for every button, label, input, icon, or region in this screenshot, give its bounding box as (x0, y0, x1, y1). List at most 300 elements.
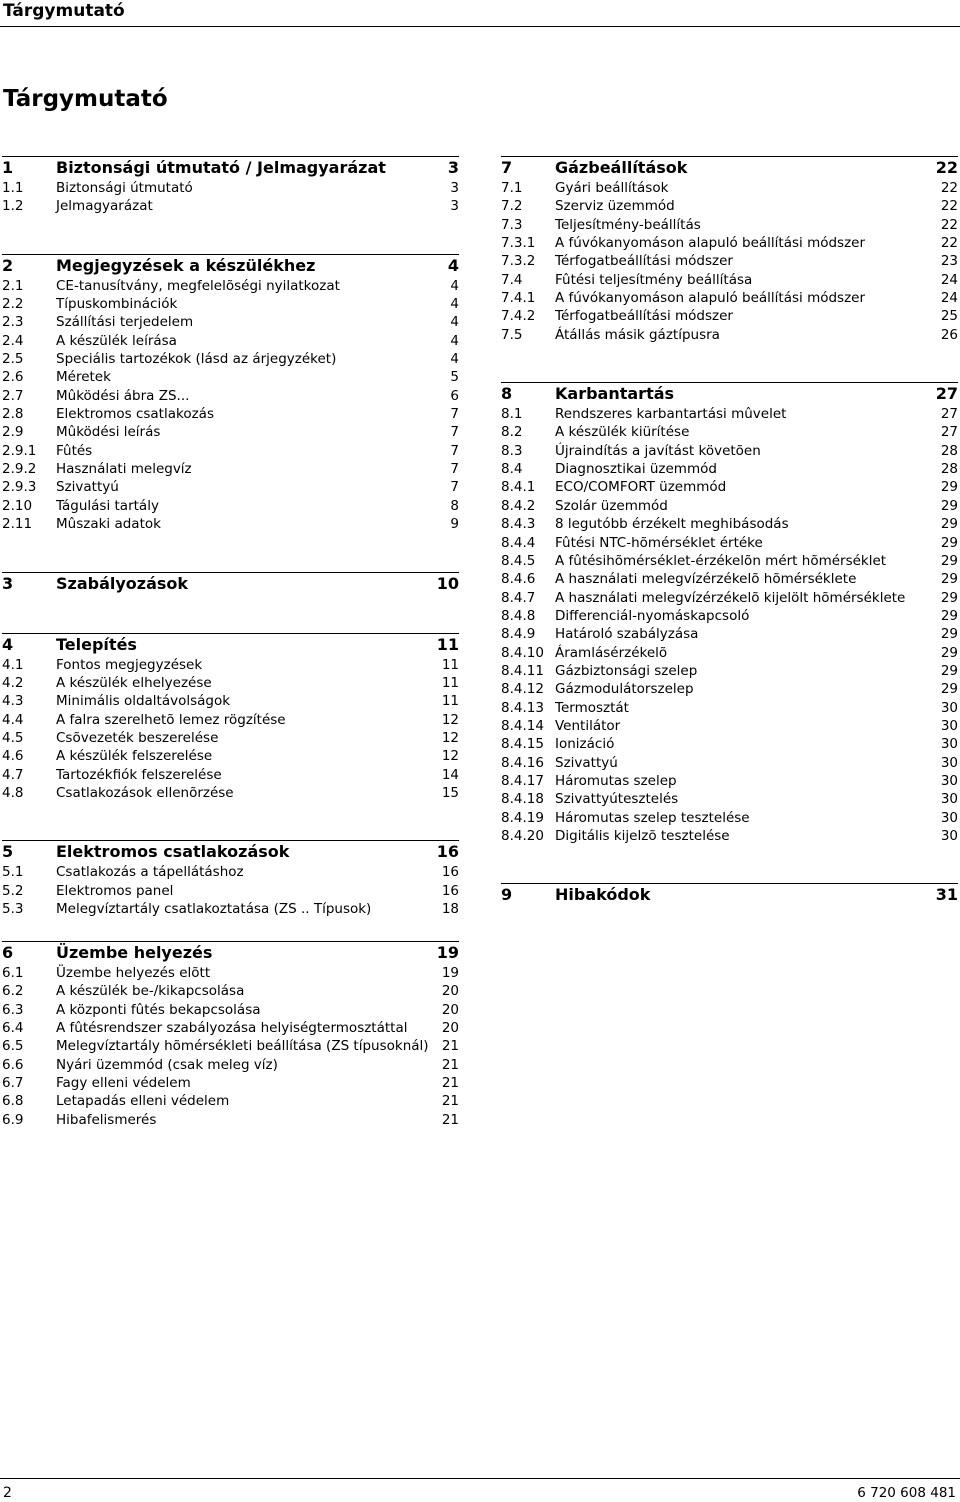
toc-label: Minimális oldaltávolságok (56, 693, 231, 710)
toc-page: 4 (450, 296, 459, 313)
toc-page: 30 (940, 754, 958, 771)
toc-label: Csatlakozások ellenõrzése (56, 784, 234, 801)
toc-num: 8.3 (501, 442, 523, 459)
toc-num: 8.4.9 (501, 626, 536, 643)
toc-page: 20 (441, 1001, 459, 1018)
toc-entry-row[interactable] (501, 735, 958, 753)
toc-entry-row[interactable] (2, 674, 459, 692)
toc-label: Mûszaki adatok (56, 516, 161, 533)
toc-label: A használati melegvízérzékelõ hõmérséklete (555, 571, 857, 588)
toc-entry-row[interactable] (2, 692, 459, 710)
page-title: Tárgymutató (3, 86, 168, 112)
toc-entry-row[interactable] (2, 1092, 459, 1110)
toc-entry-row[interactable] (501, 423, 958, 441)
toc-entry-row[interactable] (501, 515, 958, 533)
toc-label: A falra szerelhetõ lemez rögzítése (56, 711, 286, 728)
toc-label: Szivattyú (555, 754, 618, 771)
toc-num: 5 (2, 842, 14, 862)
toc-page: 29 (940, 644, 958, 661)
toc-num: 8.4.12 (501, 681, 544, 698)
toc-label: A fúvókanyomáson alapuló beállítási módszer (555, 235, 866, 252)
toc-label: A központi fûtés bekapcsolása (56, 1001, 261, 1018)
toc-entry-row[interactable] (501, 625, 958, 643)
toc-num: 7.1 (501, 180, 523, 196)
toc-page: 22 (935, 158, 958, 177)
toc-label: Térfogatbeállítási módszer (555, 253, 733, 270)
toc-num: 8.4.2 (501, 497, 536, 514)
toc-page: 12 (441, 748, 459, 765)
toc-page: 26 (940, 326, 958, 343)
toc-num: 2.9.3 (2, 479, 37, 496)
toc-label: Háromutas szelep (555, 772, 677, 789)
toc-label: A fûtésihõmérséklet-érzékelõn mért hõmérséklet (555, 552, 887, 569)
toc-num: 8.2 (501, 424, 523, 441)
toc-label: Áramlásérzékelõ (555, 644, 668, 661)
toc-page: 30 (940, 828, 958, 844)
toc-entry-row[interactable] (2, 368, 459, 386)
toc-page: 12 (441, 711, 459, 728)
toc-num: 1.1 (2, 180, 24, 196)
toc-num: 2.10 (2, 497, 33, 514)
toc-label: Határoló szabályzása (555, 626, 699, 643)
toc-label: Melegvíztartály csatlakoztatása (ZS .. Típusok) (56, 900, 372, 917)
toc-page: 29 (940, 589, 958, 606)
toc-chapter-row[interactable] (501, 884, 958, 906)
toc-page: 16 (436, 842, 459, 862)
toc-entry-row[interactable] (501, 179, 958, 197)
toc-page: 12 (441, 729, 459, 746)
toc-num: 2.3 (2, 314, 24, 331)
toc-label: Fûtési NTC-hõmérséklet értéke (555, 534, 763, 551)
toc-num: 7.4 (501, 271, 523, 288)
page-header (0, 0, 960, 27)
toc-num: 2.5 (2, 351, 24, 368)
toc-num: 7.3.2 (501, 253, 536, 270)
toc-entry-row[interactable] (2, 747, 459, 765)
toc-entry-row[interactable] (501, 680, 958, 698)
toc-page: 5 (450, 369, 459, 386)
toc-label: Biztonsági útmutató / Jelmagyarázat (56, 158, 386, 177)
toc-page: 15 (441, 784, 459, 801)
section-spacer (2, 802, 459, 840)
toc-num: 5.3 (2, 900, 24, 917)
toc-label: A fûtésrendszer szabályozása helyiségtermosztáttal (56, 1020, 408, 1037)
toc-num: 8.4.15 (501, 736, 544, 753)
toc-chapter-row[interactable] (2, 255, 459, 277)
toc-page: 22 (940, 235, 958, 252)
toc-num: 6.6 (2, 1056, 24, 1073)
toc-page: 6 (450, 387, 459, 404)
toc-label: Üzembe helyezés (56, 943, 213, 962)
toc-num: 6.1 (2, 965, 24, 981)
toc-num: 8.4.11 (501, 662, 544, 679)
toc-label: Jelmagyarázat (56, 198, 153, 215)
toc-num: 9 (501, 885, 513, 905)
toc-label: Mûködési leírás (56, 424, 161, 441)
toc-num: 6.2 (2, 983, 24, 1000)
toc-entry-row[interactable] (501, 827, 958, 845)
toc-page: 22 (940, 198, 958, 215)
header-title: Tárgymutató (3, 1, 125, 21)
toc-label: 8 legutóbb érzékelt meghibásodás (555, 516, 789, 533)
toc-chapter-row[interactable] (501, 157, 958, 179)
toc-entry-row[interactable] (501, 252, 958, 270)
toc-label: Termosztát (555, 699, 629, 716)
toc-chapter-row[interactable] (2, 942, 459, 964)
section-spacer (2, 534, 459, 572)
toc-label: Gázbeállítások (555, 158, 688, 177)
section-spacer (501, 845, 958, 883)
toc-entry-row[interactable] (501, 234, 958, 252)
toc-entry-row[interactable] (2, 515, 459, 533)
toc-page: 21 (441, 1075, 459, 1092)
toc-page: 19 (436, 943, 459, 962)
toc-entry-row[interactable] (501, 790, 958, 808)
toc-entry-row[interactable] (2, 900, 459, 918)
toc-entry-row[interactable] (2, 497, 459, 515)
toc-entry-row[interactable] (2, 332, 459, 350)
toc-page: 31 (935, 885, 958, 905)
toc-page: 29 (940, 626, 958, 643)
toc-label: A készülék kiürítése (555, 424, 690, 441)
toc-entry-row[interactable] (501, 662, 958, 680)
toc-num: 5.1 (2, 864, 24, 881)
footer-divider (0, 1478, 960, 1479)
toc-num: 8.4.17 (501, 772, 544, 789)
toc-num: 2.9.1 (2, 442, 37, 459)
toc-num: 7 (501, 158, 513, 177)
toc-label: Gázmodulátorszelep (555, 681, 694, 698)
toc-entry-row[interactable] (501, 478, 958, 496)
toc-entry-row[interactable] (501, 809, 958, 827)
toc-page: 21 (441, 1111, 459, 1128)
toc-page: 11 (441, 674, 459, 691)
toc-label: Ionizáció (555, 736, 615, 753)
toc-page: 28 (940, 461, 958, 478)
toc-entry-row[interactable] (501, 772, 958, 790)
toc-page: 22 (940, 180, 958, 196)
toc-label: Térfogatbeállítási módszer (555, 308, 733, 325)
toc-num: 4.5 (2, 729, 24, 746)
footer-page-number: 2 (3, 1485, 12, 1501)
toc-page: 27 (940, 424, 958, 441)
toc-label: Elektromos panel (56, 882, 174, 899)
toc-num: 8.1 (501, 406, 523, 423)
toc-entry-row[interactable] (501, 216, 958, 234)
toc-num: 8.4.3 (501, 516, 536, 533)
toc-entry-row[interactable] (501, 497, 958, 515)
toc-page: 30 (940, 717, 958, 734)
toc-entry-row[interactable] (2, 863, 459, 881)
toc-entry-row[interactable] (2, 350, 459, 368)
toc-num: 4.3 (2, 693, 24, 710)
toc-label: Digitális kijelzõ tesztelése (555, 828, 730, 844)
toc-num: 8 (501, 384, 513, 404)
toc-num: 8.4 (501, 461, 523, 478)
toc-label: A készülék felszerelése (56, 748, 213, 765)
toc-num: 8.4.16 (501, 754, 544, 771)
toc-num: 8.4.1 (501, 479, 536, 496)
toc-num: 4.1 (2, 656, 24, 673)
toc-label: Letapadás elleni védelem (56, 1093, 230, 1110)
toc-chapter-row[interactable] (2, 841, 459, 863)
toc-entry-row[interactable] (501, 460, 958, 478)
toc-num: 2.1 (2, 277, 24, 294)
toc-num: 8.4.19 (501, 809, 544, 826)
toc-num: 6 (2, 943, 14, 962)
toc-num: 2.11 (2, 516, 33, 533)
toc-label: Csõvezeték beszerelése (56, 729, 219, 746)
toc-entry-row[interactable] (501, 589, 958, 607)
toc-num: 7.4.1 (501, 290, 536, 307)
toc-num: 8.4.7 (501, 589, 536, 606)
toc-page: 27 (940, 406, 958, 423)
toc-entry-row[interactable] (501, 534, 958, 552)
toc-num: 4.4 (2, 711, 24, 728)
toc-label: Hibafelismerés (56, 1111, 157, 1128)
toc-chapter-row[interactable] (2, 573, 459, 595)
toc-entry-row[interactable] (501, 717, 958, 735)
toc-entry-row[interactable] (501, 570, 958, 588)
toc-label: Karbantartás (555, 384, 675, 404)
toc-page: 3 (447, 158, 459, 177)
toc-num: 8.4.5 (501, 552, 536, 569)
toc-entry-row[interactable] (501, 405, 958, 423)
toc-label: Gázbiztonsági szelep (555, 662, 698, 679)
toc-num: 4.8 (2, 784, 24, 801)
toc-page: 3 (450, 198, 459, 215)
toc-label: Újraindítás a javítást követõen (555, 442, 761, 459)
toc-entry-row[interactable] (2, 982, 459, 1000)
toc-entry-row[interactable] (2, 478, 459, 496)
toc-label: Teljesítmény-beállítás (555, 216, 701, 233)
toc-label: Szolár üzemmód (555, 497, 668, 514)
toc-column-left (2, 156, 459, 918)
toc-entry-row[interactable] (2, 179, 459, 197)
toc-label: Üzembe helyezés elõtt (56, 965, 211, 981)
toc-label: Mûködési ábra ZS... (56, 387, 190, 404)
toc-label: A használati melegvízérzékelõ kijelölt hõmérséklete (555, 589, 906, 606)
toc-page: 16 (441, 882, 459, 899)
toc-label: Gyári beállítások (555, 180, 669, 196)
toc-chapter-row[interactable] (501, 383, 958, 405)
toc-entry-row[interactable] (2, 405, 459, 423)
toc-num: 8.4.6 (501, 571, 536, 588)
toc-num: 8.4.14 (501, 717, 544, 734)
toc-num: 6.9 (2, 1111, 24, 1128)
toc-entry-row[interactable] (2, 784, 459, 802)
toc-entry-row[interactable] (2, 711, 459, 729)
toc-entry-row[interactable] (2, 766, 459, 784)
toc-num: 8.4.4 (501, 534, 536, 551)
toc-num: 6.8 (2, 1093, 24, 1110)
toc-page: 25 (940, 308, 958, 325)
toc-entry-row[interactable] (501, 442, 958, 460)
toc-label: Differenciál-nyomáskapcsoló (555, 607, 750, 624)
toc-label: Elektromos csatlakozás (56, 406, 214, 423)
toc-entry-row[interactable] (2, 1074, 459, 1092)
toc-entry-row[interactable] (2, 387, 459, 405)
toc-label: Biztonsági útmutató (56, 180, 193, 196)
toc-page: 29 (940, 681, 958, 698)
toc-label: Tágulási tartály (56, 497, 159, 514)
toc-entry-row[interactable] (2, 197, 459, 215)
toc-label: Szivattyútesztelés (555, 791, 679, 808)
toc-page: 29 (940, 571, 958, 588)
toc-num: 4 (2, 634, 14, 654)
toc-page: 18 (441, 900, 459, 917)
toc-page: 23 (940, 253, 958, 270)
toc-page: 7 (450, 479, 459, 496)
toc-entry-row[interactable] (2, 1019, 459, 1037)
toc-label: Szerviz üzemmód (555, 198, 675, 215)
toc-label: Fontos megjegyzések (56, 656, 203, 673)
toc-entry-row[interactable] (2, 882, 459, 900)
toc-entry-row[interactable] (501, 326, 958, 344)
footer-doc-code: 6 720 608 481 (857, 1485, 956, 1501)
toc-label: Használati melegvíz (56, 461, 192, 478)
toc-column-bottom (2, 941, 459, 1129)
toc-num: 8.4.18 (501, 791, 544, 808)
toc-page: 11 (441, 693, 459, 710)
toc-entry-row[interactable] (501, 289, 958, 307)
toc-num: 8.4.8 (501, 607, 536, 624)
toc-page: 7 (450, 424, 459, 441)
toc-page: 24 (940, 271, 958, 288)
toc-num: 5.2 (2, 882, 24, 899)
toc-num: 1 (2, 158, 14, 177)
toc-num: 3 (2, 573, 14, 593)
toc-entry-row[interactable] (2, 1037, 459, 1055)
toc-label: A készülék leírása (56, 332, 177, 349)
toc-num: 2 (2, 255, 14, 275)
toc-entry-row[interactable] (2, 656, 459, 674)
toc-label: Diagnosztikai üzemmód (555, 461, 717, 478)
toc-label: Hibakódok (555, 885, 651, 905)
toc-entry-row[interactable] (2, 313, 459, 331)
toc-num: 2.9 (2, 424, 24, 441)
toc-entry-row[interactable] (501, 307, 958, 325)
toc-page: 7 (450, 406, 459, 423)
toc-entry-row[interactable] (2, 442, 459, 460)
toc-label: Szállítási terjedelem (56, 314, 194, 331)
toc-page: 8 (450, 497, 459, 514)
toc-entry-row[interactable] (501, 607, 958, 625)
toc-entry-row[interactable] (2, 1056, 459, 1074)
section-spacer (2, 595, 459, 633)
toc-label: Típuskombinációk (56, 296, 178, 313)
toc-page: 19 (441, 965, 459, 981)
toc-num: 2.4 (2, 332, 24, 349)
toc-page: 29 (940, 552, 958, 569)
toc-entry-row[interactable] (2, 729, 459, 747)
toc-page: 11 (441, 656, 459, 673)
toc-page: 9 (450, 516, 459, 533)
toc-page: 20 (441, 983, 459, 1000)
toc-page: 30 (940, 736, 958, 753)
toc-num: 8.4.13 (501, 699, 544, 716)
toc-label: Tartozékfiók felszerelése (56, 766, 222, 783)
section-spacer (501, 344, 958, 382)
toc-label: Szivattyú (56, 479, 119, 496)
toc-num: 2.7 (2, 387, 24, 404)
toc-label: Ventilátor (555, 717, 621, 734)
toc-entry-row[interactable] (501, 699, 958, 717)
toc-entry-row[interactable] (501, 271, 958, 289)
toc-label: Speciális tartozékok (lásd az árjegyzéket) (56, 351, 337, 368)
toc-num: 7.3 (501, 216, 523, 233)
toc-label: A készülék elhelyezése (56, 674, 212, 691)
toc-page: 11 (436, 634, 459, 654)
toc-entry-row[interactable] (2, 1111, 459, 1129)
toc-label: Méretek (56, 369, 111, 386)
toc-entry-row[interactable] (2, 423, 459, 441)
toc-page: 4 (450, 351, 459, 368)
toc-label: CE-tanusítvány, megfelelõségi nyilatkozat (56, 277, 340, 294)
toc-entry-row[interactable] (2, 460, 459, 478)
toc-entry-row[interactable] (501, 552, 958, 570)
toc-num: 6.3 (2, 1001, 24, 1018)
toc-label: Telepítés (56, 634, 137, 654)
toc-label: Háromutas szelep tesztelése (555, 809, 750, 826)
toc-page: 29 (940, 497, 958, 514)
toc-num: 2.6 (2, 369, 24, 386)
toc-entry-row[interactable] (501, 197, 958, 215)
toc-label: Fûtési teljesítmény beállítása (555, 271, 753, 288)
toc-num: 7.5 (501, 326, 523, 343)
toc-num: 6.5 (2, 1038, 24, 1055)
toc-page: 4 (450, 314, 459, 331)
toc-num: 6.4 (2, 1020, 24, 1037)
toc-page: 29 (940, 607, 958, 624)
toc-label: Elektromos csatlakozások (56, 842, 290, 862)
toc-page: 24 (940, 290, 958, 307)
toc-num: 7.3.1 (501, 235, 536, 252)
toc-num: 7.2 (501, 198, 523, 215)
toc-entry-row[interactable] (2, 964, 459, 982)
toc-entry-row[interactable] (2, 277, 459, 295)
toc-num: 4.7 (2, 766, 24, 783)
toc-page: 30 (940, 791, 958, 808)
toc-page: 28 (940, 442, 958, 459)
toc-num: 8.4.20 (501, 828, 544, 844)
toc-entry-row[interactable] (2, 295, 459, 313)
toc-label: Csatlakozás a tápellátáshoz (56, 864, 244, 881)
toc-num: 2.2 (2, 296, 24, 313)
toc-num: 7.4.2 (501, 308, 536, 325)
toc-chapter-row[interactable] (2, 157, 459, 179)
toc-column-right (501, 156, 958, 906)
toc-label: Melegvíztartály hõmérsékleti beállítása (ZS típusoknál) (56, 1038, 429, 1055)
toc-page: 22 (940, 216, 958, 233)
toc-entry-row[interactable] (501, 644, 958, 662)
toc-page: 7 (450, 461, 459, 478)
toc-label: A készülék be-/kikapcsolása (56, 983, 245, 1000)
toc-page: 4 (450, 332, 459, 349)
toc-num: 4.2 (2, 674, 24, 691)
toc-label: Nyári üzemmód (csak meleg víz) (56, 1056, 278, 1073)
toc-label: Fûtés (56, 442, 93, 459)
toc-page: 14 (441, 766, 459, 783)
toc-chapter-row[interactable] (2, 634, 459, 656)
toc-page: 7 (450, 442, 459, 459)
toc-entry-row[interactable] (501, 754, 958, 772)
toc-page: 3 (450, 180, 459, 196)
toc-page: 27 (935, 384, 958, 404)
toc-entry-row[interactable] (2, 1001, 459, 1019)
toc-page: 29 (940, 516, 958, 533)
toc-page: 16 (441, 864, 459, 881)
